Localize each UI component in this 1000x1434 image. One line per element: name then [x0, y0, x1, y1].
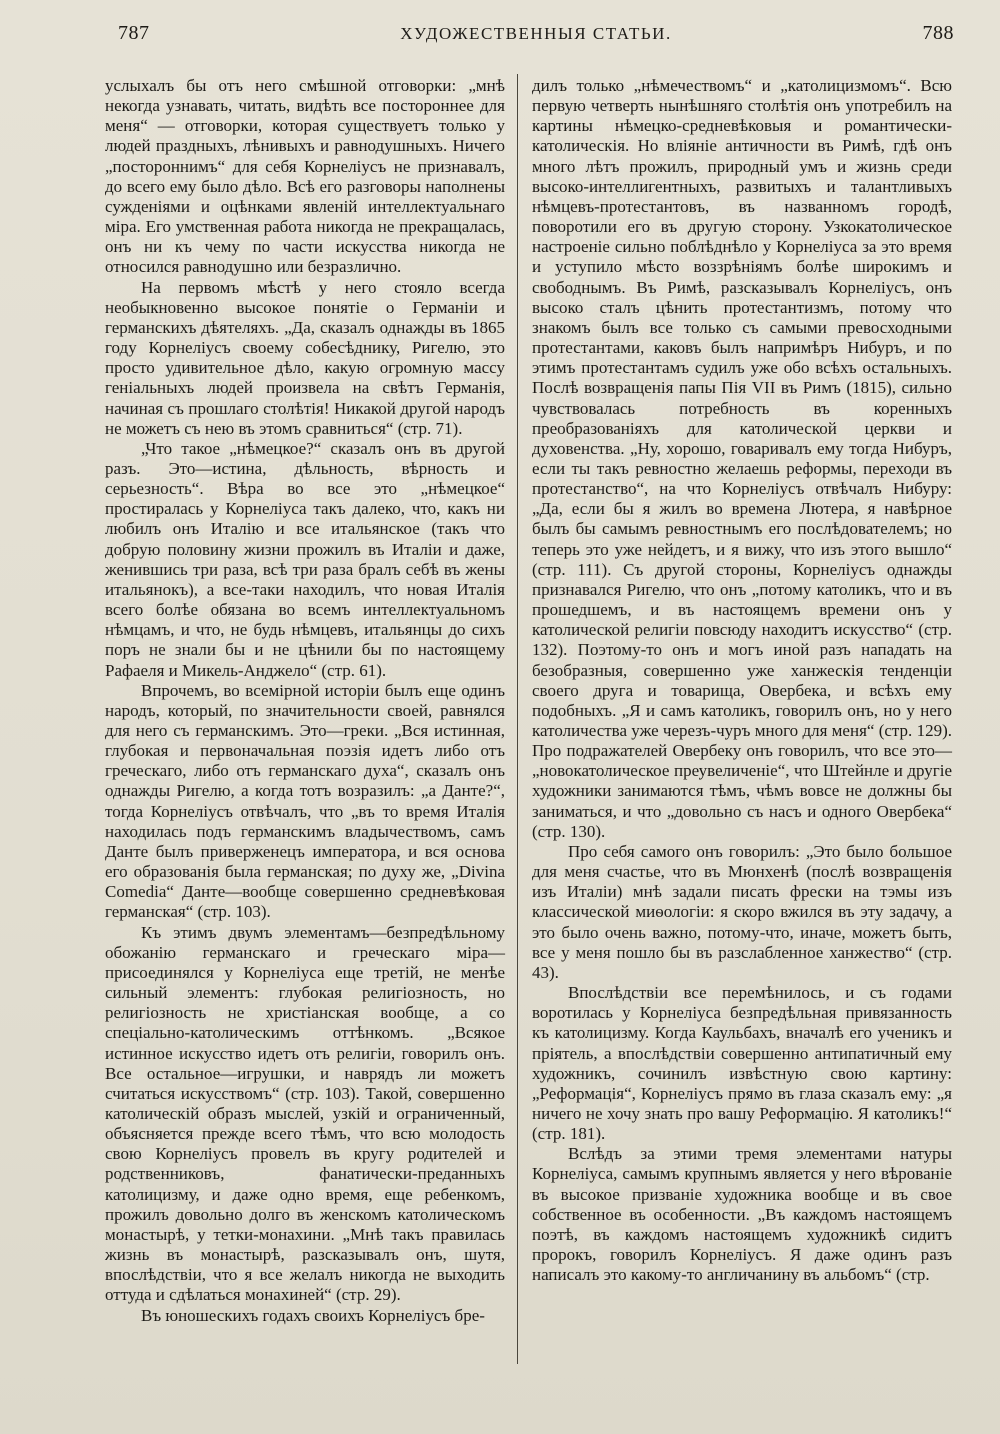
paragraph: Вслѣдъ за этими тремя элементами натуры Корнеліуса, самымъ крупнымъ является у него вѣрованіе въ высокое призваніе художника вообще и въ свое собственное въ особенности. „Въ каждомъ настоящемъ поэтѣ, въ каждомъ настоящемъ художникѣ сидитъ пророкъ, говорилъ Корнеліусъ. Я даже одинъ разъ написалъ это какому-то англичанину въ альбомъ“ (стр. — [532, 1144, 952, 1285]
paragraph: Впрочемъ, во всемірной исторіи былъ еще одинъ народъ, который, по значительности своей, равнялся для него съ германскимъ. Это—греки. „Вся истинная, глубокая и первоначальная поэзія идетъ либо отъ греческаго, либо отъ германскаго духа“, сказалъ онъ однажды Ригелю, а когда тотъ возразилъ: „а Данте?“, тогда Корнеліусъ отвѣчалъ, что „въ то время Италія находилась подъ германскимъ владычествомъ, самъ Данте былъ приверженецъ императора, и вся основа его образованія была германская; по духу же, „Divina Comedia“ Данте—вообще совершенно средневѣковая германская“ (стр. 103). — [105, 680, 505, 922]
paragraph: Къ этимъ двумъ элементамъ—безпредѣльному обожанію германскаго и греческаго міра—присоединялся у Корнеліуса еще третій, не менѣе сильный элементъ: глубокая религіозность, но религіозность не христіанская вообще, а со спеціально-католическимъ оттѣнкомъ. „Всякое истинное искусство идетъ отъ религіи, говорилъ онъ. Все остальное—игрушки, и наврядъ ли можетъ считаться искусствомъ“ (стр. 103). Такой, совершенно католическій образъ мыслей, узкій и ограниченный, объясняется прежде всего тѣмъ, что всю молодость свою Корнеліусъ провелъ въ кругу родителей и родственниковъ, фанатически-преданныхъ католицизму, и даже одно время, еще ребенкомъ, прожилъ довольно долго въ женскомъ католическомъ монастырѣ, у тетки-монахини. „Мнѣ такъ правилась жизнь въ монастырѣ, разсказывалъ онъ, шутя, впослѣдствіи, что я все желалъ никогда не выходить оттуда и сдѣлаться монахиней“ (стр. 29). — [105, 922, 505, 1305]
paragraph: услыхалъ бы отъ него смѣшной отговорки: „мнѣ некогда узнавать, читать, видѣть все постороннее для меня“ — отговорки, которая существуетъ только у людей праздныхъ, лѣнивыхъ и равнодушныхъ. Ничего „постороннимъ“ для себя Корнеліусъ не признавалъ, до всего ему было дѣло. Всѣ его разговоры наполнены сужденіями и оцѣнками явленій интеллектуальнаго міра. Его умственная работа никогда не прекращалась, онъ ни къ чему по части искусства никогда не относился равнодушно или безразлично. — [105, 76, 505, 277]
running-title: ХУДОЖЕСТВЕННЫЯ СТАТЬИ. — [400, 24, 672, 43]
paragraph: На первомъ мѣстѣ у него стояло всегда необыкновенно высокое понятіе о Германіи и германскихъ дѣятеляхъ. „Да, сказалъ однажды въ 1865 году Корнеліусъ своему собесѣднику, Ригелю, это просто удивительное дѣло, какую огромную массу геніальныхъ людей произвела на свѣтъ Германія, начиная съ прошлаго столѣтія! Никакой другой народъ не можетъ съ нею въ этомъ сравниться“ (стр. 71). — [105, 277, 505, 438]
text-column-right — [532, 76, 952, 1285]
paragraph: Впослѣдствіи все перемѣнилось, и съ годами воротилась у Корнеліуса безпредѣльная привязанность къ католицизму. Когда Каульбахъ, вначалѣ его ученикъ и пріятель, а впослѣдствіи совершенно антипатичный ему художникъ, сочинилъ извѣстную свою картину: „Реформація“, Корнеліусъ прямо въ глаза сказалъ ему: „я ничего не хочу знать про вашу Реформацію. Я католикъ!“ (стр. 181). — [532, 983, 952, 1144]
column-divider — [517, 74, 518, 1364]
page-number-left: 787 — [118, 22, 150, 44]
paragraph: Въ юношескихъ годахъ своихъ Корнеліусъ бре- — [141, 1305, 485, 1325]
paragraph: „Что такое „нѣмецкое?“ сказалъ онъ въ другой разъ. Это—истина, дѣльность, вѣрность и серьезность“. Вѣра во все это „нѣмецкое“ простиралась у Корнеліуса такъ далеко, что, какъ ни любилъ онъ Италію и все итальянское (такъ что добрую половину жизни прожилъ въ Италіи и даже, женившись три раза, всѣ три раза бралъ себѣ въ жены итальянокъ), а все-таки находилъ, что новая Италія всего болѣе обязана во всемъ интеллектуальномъ нѣмцамъ, и что, не будь нѣмцевъ, итальянцы до сихъ поръ не знали бы и не цѣнили бы по настоящему Рафаеля и Микель-Анджело“ (стр. 61). — [105, 438, 505, 680]
page-header — [118, 22, 954, 52]
paragraph: дилъ только „нѣмечествомъ“ и „католицизмомъ“. Всю первую четверть нынѣшняго столѣтія онъ употребилъ на картины нѣмецко-средневѣковыя и романтически-католическія. Но вліяніе античности въ Римѣ, гдѣ онъ много лѣтъ прожилъ, природный умъ и жизнь среди высоко-интеллигентныхъ, развитыхъ и талантливыхъ нѣмцевъ-протестантовъ, въ названномъ городѣ, поворотили его въ другую сторону. Узкокатолическое настроеніе сильно поблѣднѣло у Корнеліуса за это время и уступило мѣсто воззрѣніямъ болѣе широкимъ и свободнымъ. Въ Римѣ, разсказывалъ Корнеліусъ, онъ высоко сталъ цѣнить протестантизмъ, потому что знакомъ былъ все только съ самыми превосходными протестантами, каковъ былъ напримѣръ Нибуръ, и по этимъ протестантамъ судилъ уже обо всѣхъ остальныхъ. Послѣ возвращенія папы Пія VII въ Римъ (1815), сильно чувствовалась потребность въ коренныхъ преобразованіяхъ для католической церкви и духовенства. „Ну, хорошо, говаривалъ ему тогда Нибуръ, если ты такъ ревностно желаешь реформы, переходи въ протестанство“, на что Корнеліусъ отвѣчалъ Нибуру: „Да, если бы я жилъ во времена Лютера, я навѣрное былъ бы самымъ ревностнымъ его послѣдователемъ; но теперь это уже нейдетъ, и я вижу, что изъ этого вышло“ (стр. 111). Съ другой стороны, Корнеліусъ однажды признавался Ригелю, что онъ „потому католикъ, что и въ прошедшемъ, и въ настоящемъ времени онъ у католической религіи повсюду находитъ искусство“ (стр. 132). Поэтому-то онъ и могъ иной разъ нападать на безобразныя, совершенно уже ханжескія тенденціи своего друга и товарища, Овербека, и всѣхъ ему подобныхъ. „Я и самъ католикъ, говорилъ онъ, но у него католичества уже черезъ-чуръ много для меня“ (стр. 129). Про подражателей Овербеку онъ говорилъ, что все это—„новокатолическое преувеличеніе“, что Штейнле и другіе художники занимаются тѣмъ, чѣмъ вовсе не должны бы заниматься, и что „довольно съ насъ и одного Овербека“ (стр. 130). — [532, 76, 952, 841]
text-column-left — [105, 76, 505, 1326]
paragraph: Про себя самого онъ говорилъ: „Это было большое для меня счастье, что въ Мюнхенѣ (послѣ возвращенія изъ Италіи) мнѣ задали писать фрески на тэмы изъ классической миѳологіи: я скоро вжился въ эту задачу, а это было очень важно, потому-что, иначе, можетъ быть, все у меня пошло бы въ разслабленное ханжество“ (стр. 43). — [532, 841, 952, 982]
page-number-right: 788 — [922, 22, 954, 44]
